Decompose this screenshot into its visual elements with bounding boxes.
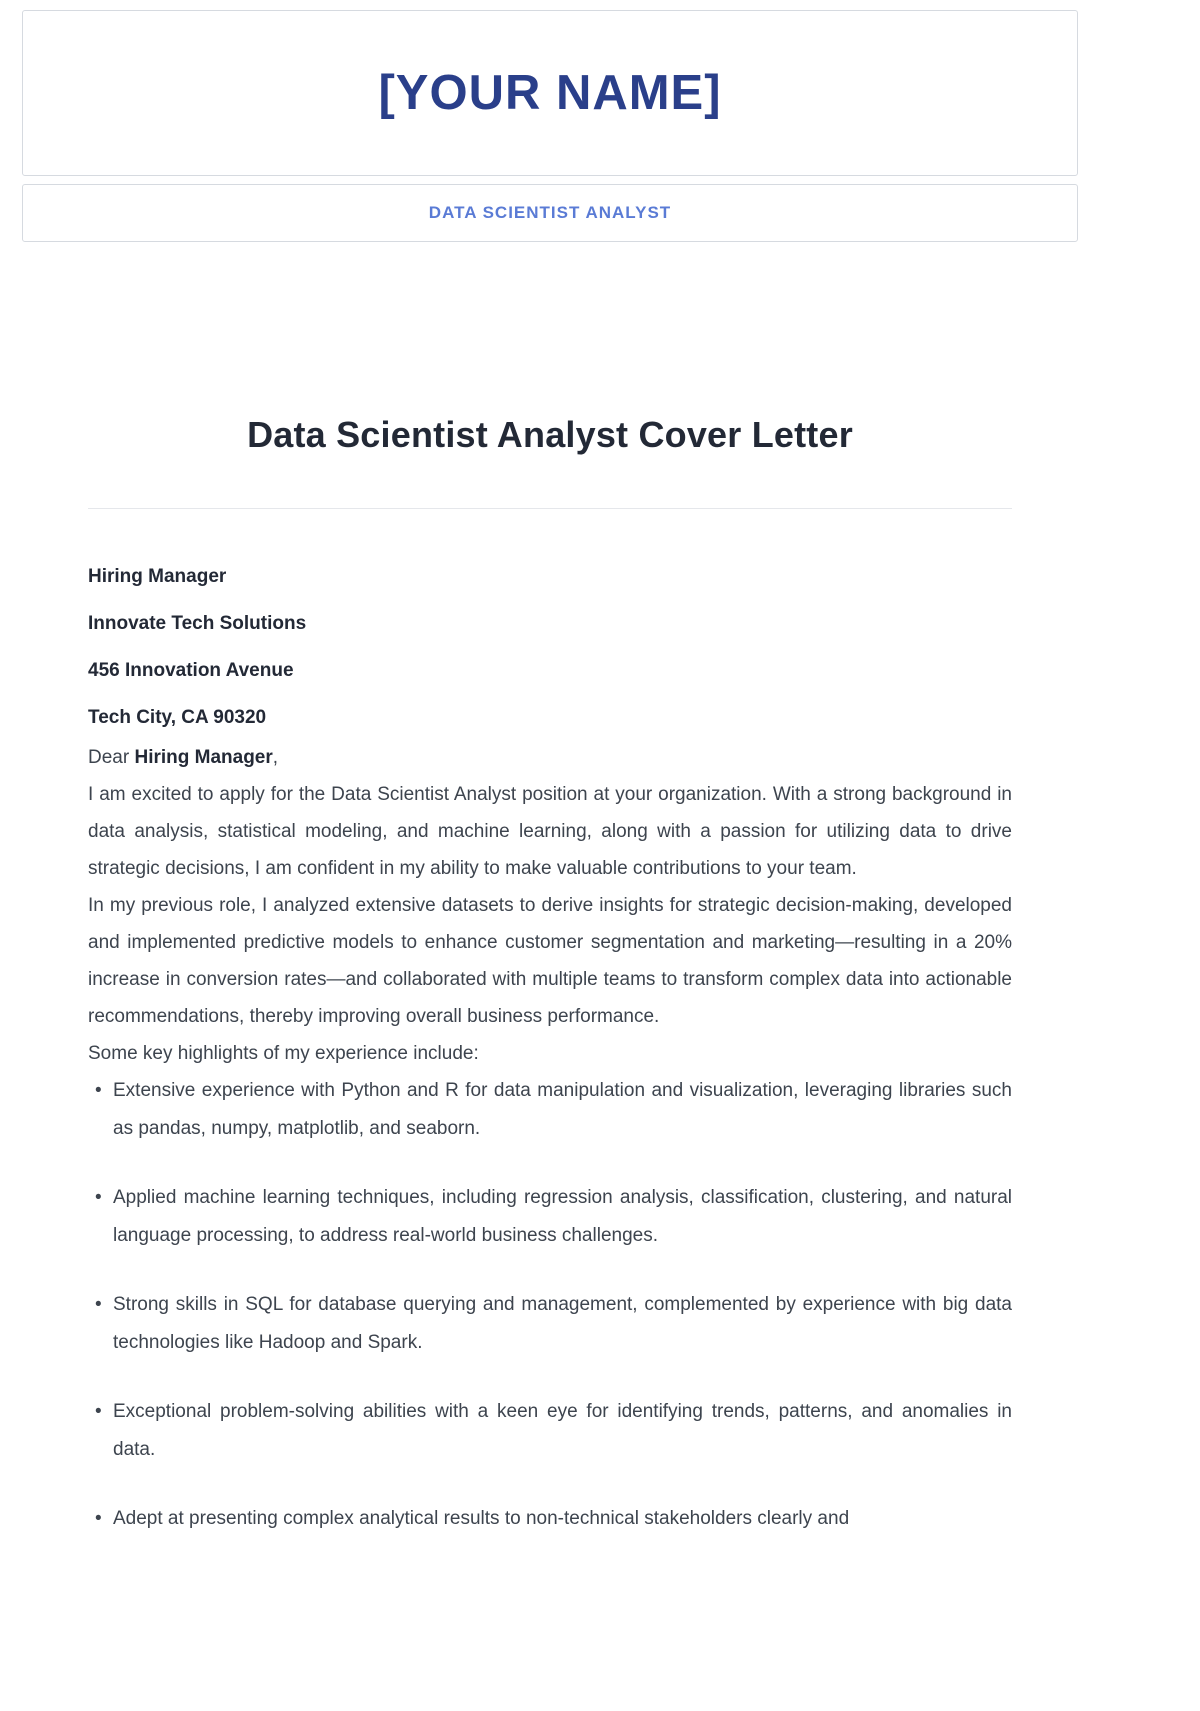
letter-content xyxy=(88,242,1012,1538)
highlight-item: • Strong skills in SQL for database querying and management, complemented by experience with big data technologies like Hadoop and Spark. xyxy=(88,1286,1012,1362)
salutation xyxy=(88,739,1012,776)
role-banner xyxy=(22,184,1078,242)
recipient-company: Innovate Tech Solutions xyxy=(88,613,307,634)
your-name-heading: [YOUR NAME] xyxy=(378,66,722,120)
recipient-name: Hiring Manager xyxy=(88,566,227,587)
highlight-item: • Extensive experience with Python and R for data manipulation and visualization, leveraging libraries such as pandas, numpy, matplotlib, and seaborn. xyxy=(88,1072,1012,1148)
salutation-suffix: , xyxy=(272,747,279,768)
highlights-intro: Some key highlights of my experience include: xyxy=(88,1043,479,1064)
document-title: Data Scientist Analyst Cover Letter xyxy=(247,414,853,455)
title-divider xyxy=(88,508,1012,509)
highlight-item: • Applied machine learning techniques, including regression analysis, classification, clustering, and natural language processing, to address real-world business challenges. xyxy=(88,1179,1012,1255)
name-banner xyxy=(22,10,1078,176)
experience-paragraph: In my previous role, I analyzed extensive datasets to derive insights for strategic decision-making, developed and implemented predictive models to enhance customer segmentation and marketing—resulting in a 20% increase in conversion rates—and collaborated with multiple teams to transform complex data into actionable recommendations, thereby improving overall business performance. xyxy=(88,895,1012,1027)
highlights-list xyxy=(88,1072,1012,1538)
intro-paragraph: I am excited to apply for the Data Scientist Analyst position at your organization. With a strong background in data analysis, statistical modeling, and machine learning, along with a passion for utilizing data to drive strategic decisions, I am confident in my ability to make valuable contributions to your team. xyxy=(88,784,1012,879)
salutation-recipient: Hiring Manager xyxy=(134,747,273,768)
role-title: DATA SCIENTIST ANALYST xyxy=(428,203,672,222)
recipient-street: 456 Innovation Avenue xyxy=(88,660,294,681)
highlight-item: • Exceptional problem-solving abilities with a keen eye for identifying trends, patterns, and anomalies in data. xyxy=(88,1393,1012,1469)
recipient-city: Tech City, CA 90320 xyxy=(88,707,267,728)
salutation-prefix: Dear xyxy=(88,747,135,768)
cover-letter-page xyxy=(0,10,1100,1538)
recipient-block xyxy=(88,563,1012,731)
highlight-item: • Adept at presenting complex analytical results to non-technical stakeholders clearly and xyxy=(88,1500,1012,1538)
